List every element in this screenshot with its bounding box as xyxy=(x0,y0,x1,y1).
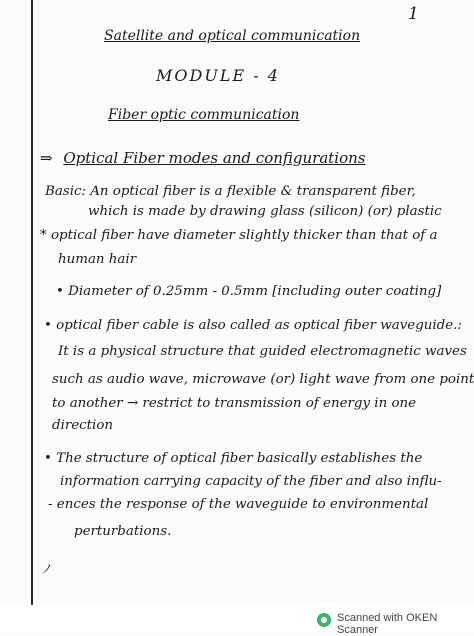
stray-pen-mark: ノ xyxy=(41,562,54,576)
note-line: which is made by drawing glass (silicon) (or) plastic xyxy=(88,204,442,219)
note-line: such as audio wave, microwave (or) light wave from one point xyxy=(52,372,474,387)
note-line: direction xyxy=(52,418,114,433)
note-line: It is a physical structure that guided electromagnetic waves xyxy=(58,344,467,359)
page-number: 1 xyxy=(408,4,419,24)
section-heading: Optical Fiber modes and configurations xyxy=(63,149,366,167)
note-line: • Diameter of 0.25mm - 0.5mm [including outer coating] xyxy=(56,284,442,299)
note-line: • optical fiber cable is also called as optical fiber waveguide.: xyxy=(44,318,462,333)
note-line: information carrying capacity of the fiber and also influ- xyxy=(60,474,442,489)
notebook-margin-line xyxy=(31,0,33,605)
note-line: human hair xyxy=(58,252,137,267)
note-line: to another → restrict to transmission of energy in one xyxy=(52,396,417,411)
subtitle: Fiber optic communication xyxy=(108,107,300,123)
scanner-logo-icon xyxy=(317,613,331,627)
scanner-watermark-text: Scanned with OKEN Scanner xyxy=(337,612,438,636)
note-line: perturbations. xyxy=(74,524,172,539)
module-heading: MODULE - 4 xyxy=(156,66,280,85)
document-title: Satellite and optical communication xyxy=(104,28,361,44)
note-line: - ences the response of the waveguide to environmental xyxy=(48,497,429,512)
section-heading-row xyxy=(40,149,365,167)
note-line: * optical fiber have diameter slightly thicker than that of a xyxy=(40,228,438,243)
double-arrow-icon: ⇒ xyxy=(40,149,53,167)
note-line: • The structure of optical fiber basically establishes the xyxy=(44,451,423,466)
note-line: Basic: An optical fiber is a flexible & transparent fiber, xyxy=(45,184,416,199)
